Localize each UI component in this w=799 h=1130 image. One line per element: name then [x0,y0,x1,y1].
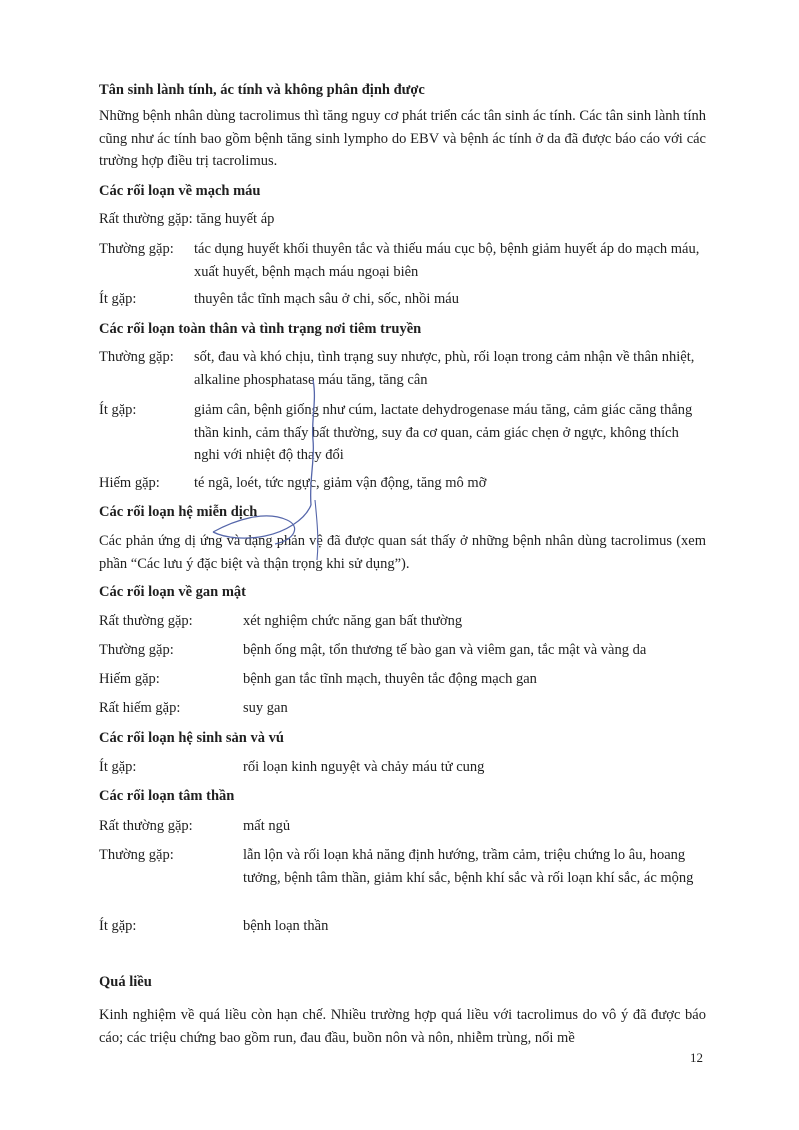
section-heading-vascular: Các rối loạn về mạch máu [99,183,261,199]
section-heading-hepatobiliary: Các rối loạn về gan mật [99,584,246,600]
page-number: 12 [690,1050,703,1065]
general-common-label: Thường gặp: [99,349,174,365]
psychiatric-label: Ít gặp: [99,918,137,934]
vascular-very-common: Rất thường gặp: tăng huyết áp [99,211,275,227]
general-rare-label: Hiếm gặp: [99,475,160,491]
paragraph-overdose: Kinh nghiệm về quá liều còn hạn chế. Nhiều trường hợp quá liều với tacrolimus do vô ý đã được báo cáo; các triệu chứng bao gồm run, đau đầu, buồn nôn và nôn, nhiễm trùng, nổi mề [99,1007,706,1046]
hepatobiliary-label: Rất thường gặp: [99,613,193,629]
psychiatric-label: Thường gặp: [99,847,174,863]
hepatobiliary-value: bệnh gan tắc tĩnh mạch, thuyên tắc động mạch gan [243,671,537,687]
hepatobiliary-value: xét nghiệm chức năng gan bất thường [243,613,463,629]
general-uncommon-value: giảm cân, bệnh giống như cúm, lactate dehydrogenase máu tăng, cảm giác căng thẳng thần kinh, cảm thấy bất thường, suy đa cơ quan, cảm giác chẹn ở ngực, không thích nghi với nhiệt độ thay đổi [194,402,693,463]
psychiatric-label: Rất thường gặp: [99,818,193,834]
psychiatric-value: lẫn lộn và rối loạn khả năng định hướng, trầm cảm, triệu chứng lo âu, hoang tưởng, bệnh tâm thần, giảm khí sắc, bệnh khí sắc và rối loạn khí sắc, ác mộng [243,847,694,886]
hepatobiliary-value: suy gan [243,700,288,716]
psychiatric-value: bệnh loạn thần [243,918,329,934]
general-common-value: sốt, đau và khó chịu, tình trạng suy nhược, phù, rối loạn trong cảm nhận về thân nhiệt, alkaline phosphatase máu tăng, tăng cân [194,349,695,388]
section-heading-psychiatric: Các rối loạn tâm thần [99,788,235,804]
hepatobiliary-label: Rất hiếm gặp: [99,700,181,716]
hepatobiliary-label: Hiếm gặp: [99,671,160,687]
section-heading-reproductive: Các rối loạn hệ sinh sản và vú [99,730,284,746]
vascular-uncommon-value: thuyên tắc tĩnh mạch sâu ở chi, sốc, nhồi máu [194,291,459,307]
section-heading-immune: Các rối loạn hệ miễn dịch [99,504,258,520]
reproductive-label: Ít gặp: [99,759,137,775]
section-heading-neoplasms: Tân sinh lành tính, ác tính và không phân định được [99,82,425,98]
vascular-common-value: tác dụng huyết khối thuyên tắc và thiếu máu cục bộ, bệnh giảm huyết áp do mạch máu, xuất huyết, bệnh mạch máu ngoại biên [194,241,700,280]
vascular-uncommon-label: Ít gặp: [99,291,137,307]
reproductive-value: rối loạn kinh nguyệt và chảy máu tử cung [243,759,485,775]
vascular-common-label: Thường gặp: [99,241,174,257]
psychiatric-value: mất ngủ [243,818,291,834]
hepatobiliary-label: Thường gặp: [99,642,174,658]
general-uncommon-label: Ít gặp: [99,402,137,418]
general-rare-value: té ngã, loét, tức ngực, giảm vận động, tăng mô mỡ [194,475,487,491]
paragraph-immune: Các phản ứng dị ứng và dạng phản vệ đã được quan sát thấy ở những bệnh nhân dùng tacrolimus (xem phần “Các lưu ý đặc biệt và thận trọng khi sử dụng”). [99,533,706,572]
hepatobiliary-value: bệnh ống mật, tổn thương tế bào gan và viêm gan, tắc mật và vàng da [243,642,647,658]
paragraph-neoplasms: Những bệnh nhân dùng tacrolimus thì tăng nguy cơ phát triển các tân sinh ác tính. Các tân sinh lành tính cũng như ác tính bao gồm bệnh tăng sinh lympho do EBV và bệnh ác tính ở da đã được báo cáo với các trường hợp điều trị tacrolimus. [99,108,706,169]
section-heading-overdose: Quá liều [99,974,152,990]
section-heading-general: Các rối loạn toàn thân và tình trạng nơi tiêm truyền [99,321,422,337]
